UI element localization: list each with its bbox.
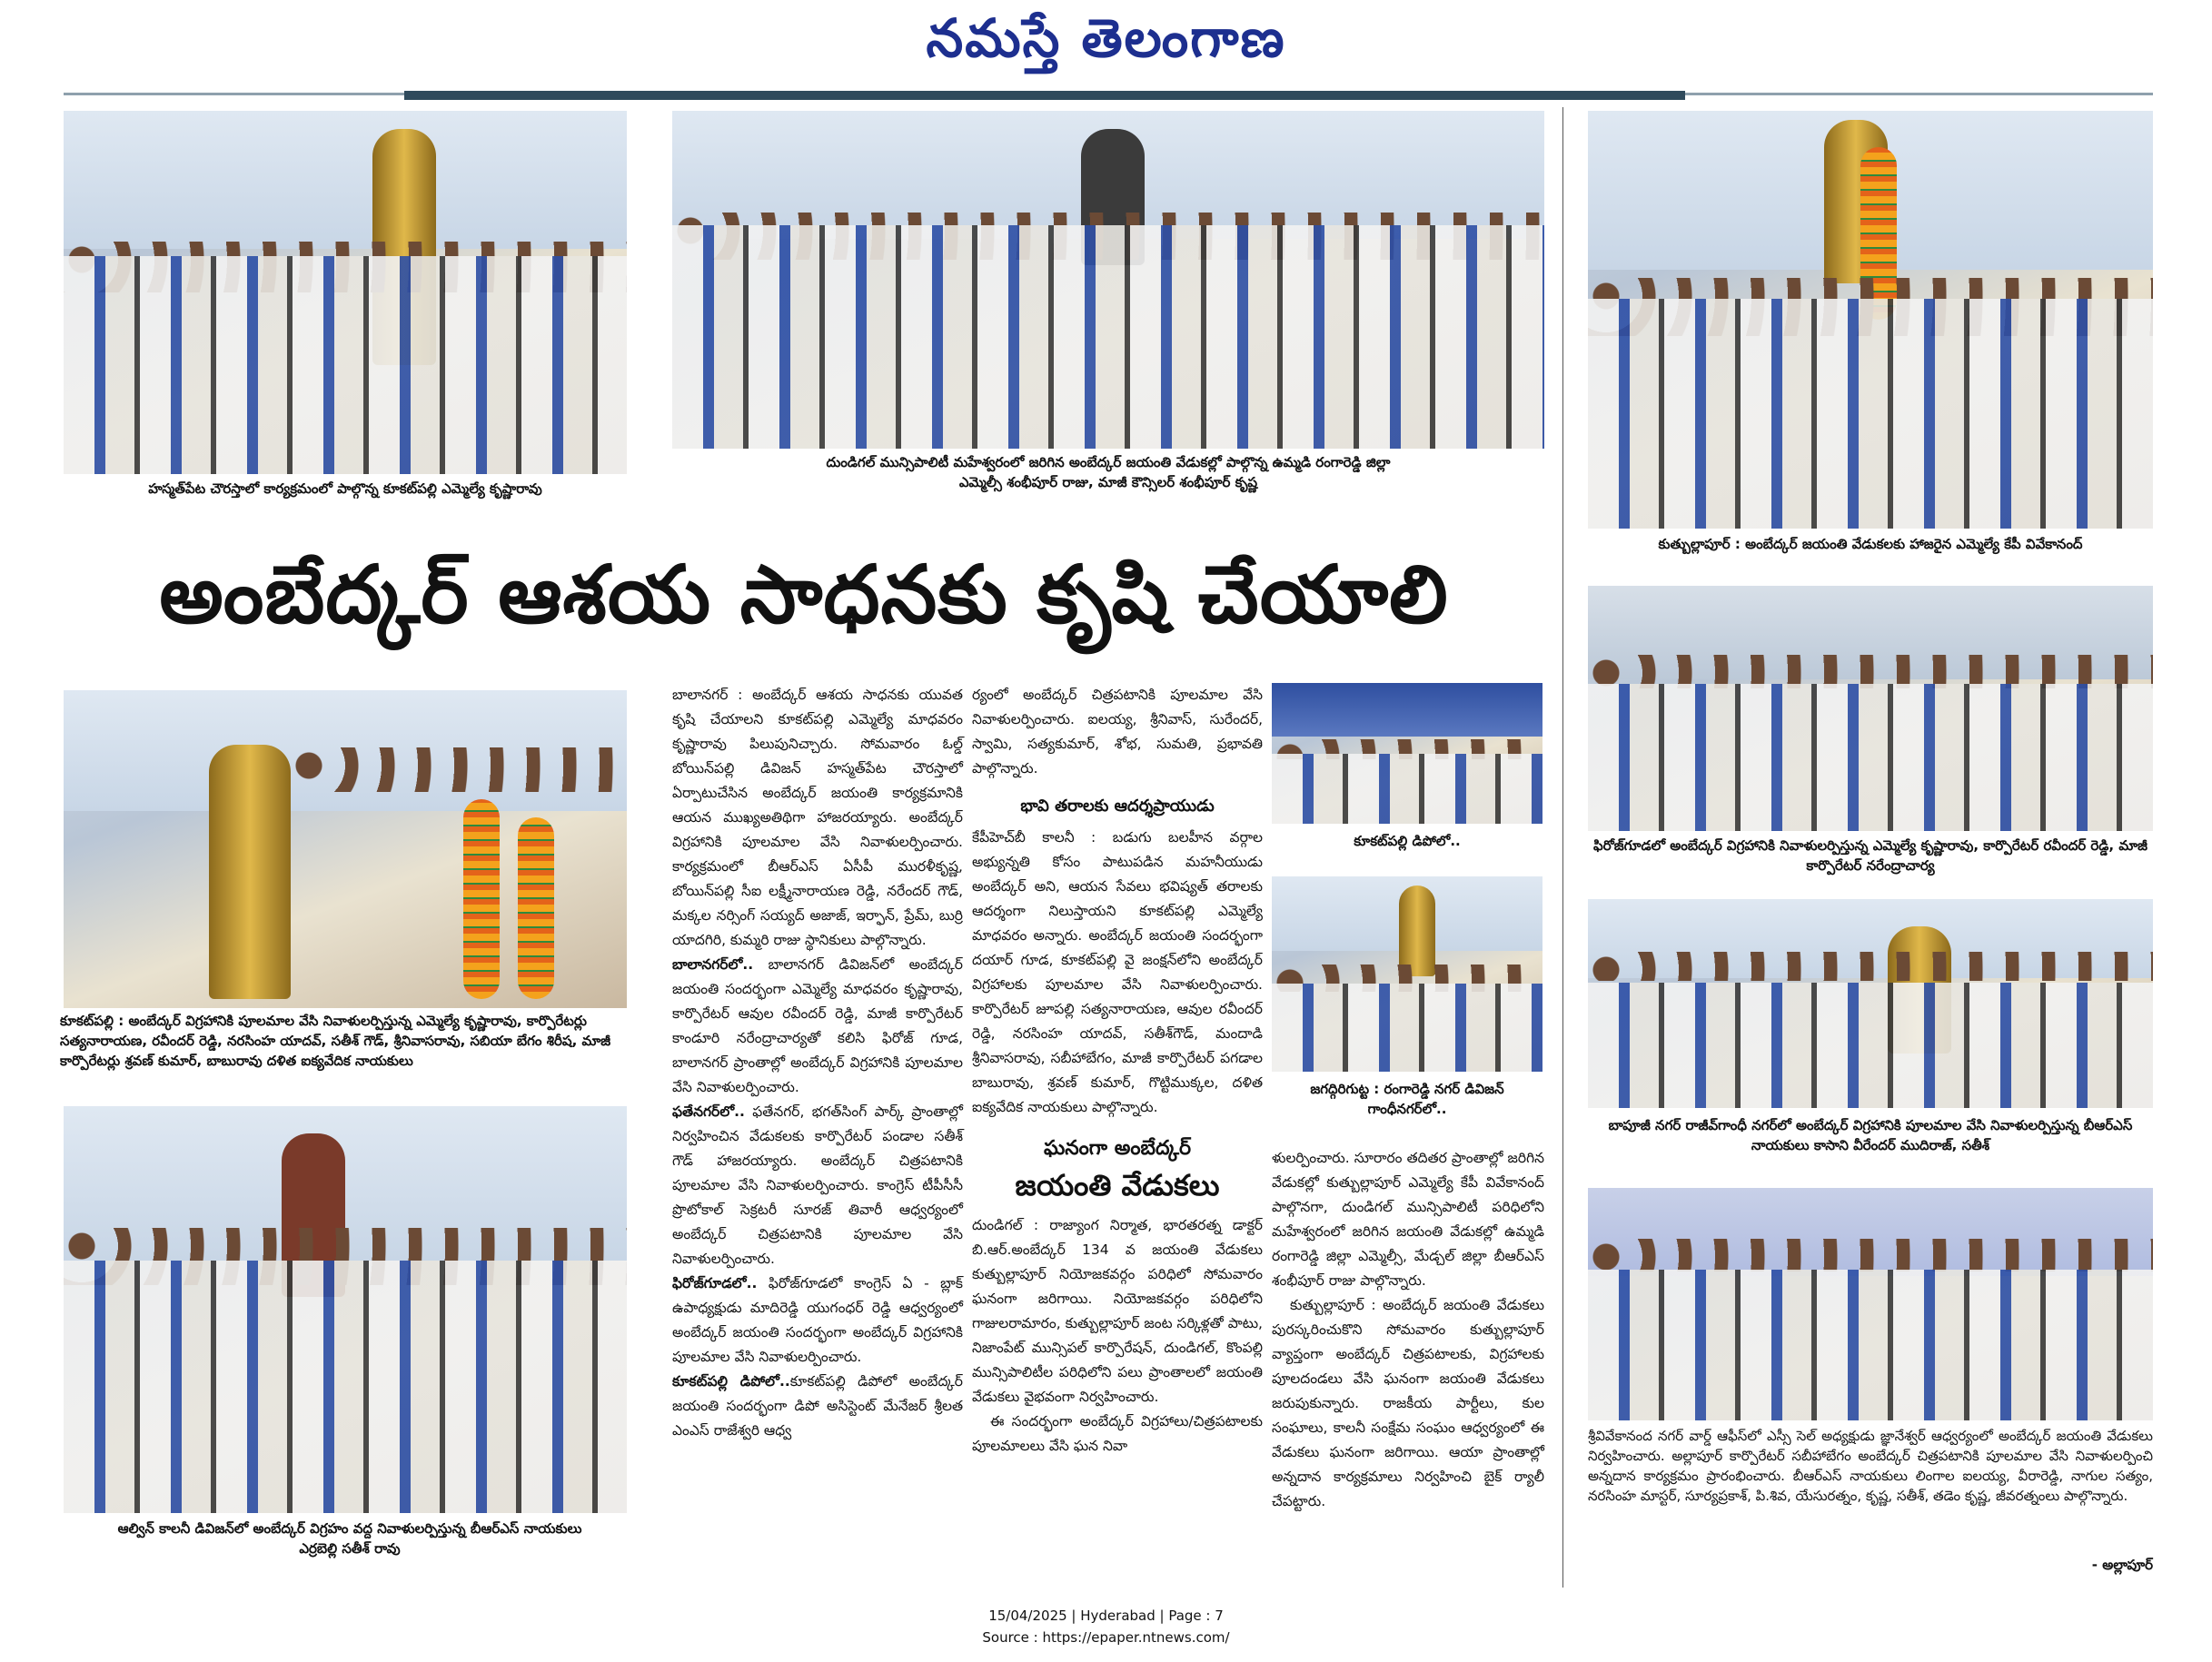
footer-edition: 15/04/2025 | Hyderabad | Page : 7 [988, 1608, 1224, 1624]
photo-firozguda [1588, 586, 2153, 831]
caption-photo-9: బాపూజీ నగర్ రాజీవ్‌గాంధీ నగర్‌లో అంబేద్కర్ విగ్రహానికి పూలమాల వేసి నివాళులర్పిస్తున్న బీఆర్‌ఎస్ నాయకులు కాసాని వీరేందర్ ముదిరాజ్, సతీశ్ [1608, 1117, 2133, 1153]
caption-photo-3: కుత్బుల్లాపూర్ : అంబేద్కర్ జయంతి వేడుకలకు హాజరైన ఎమ్మెల్యే కేపీ వివేకానంద్ [1658, 536, 2083, 552]
article-para-balanagar: బాలానగర్ : అంబేద్కర్ ఆశయ సాధనకు యువత కృషి చేయాలని కూకట్‌పల్లి ఎమ్మెల్యే మాధవరం కృష్ణారావు పిలుపునిచ్చారు. సోమవారం ఓల్డ్ బోయిన్‌పల్లి డివిజన్ హస్మత్‌పేట చౌరస్తాలో ఏర్పాటుచేసిన అంబేద్కర్ జయంతి కార్యక్రమానికి ఆయన ముఖ్యఅతిథిగా హాజరయ్యారు. అంబేద్కర్ విగ్రహానికి పూలమాల వేసి నివాళులర్పించారు. కార్యక్రమంలో బీఆర్‌ఎస్ ఏసీపీ మురళీకృష్ణ, బోయిన్‌పల్లి సీఐ లక్ష్మీనారాయణ రెడ్డి, నరేందర్ గౌడ్, మక్కల నర్సింగ్ సయ్యద్ అజాజ్, ఇర్ఫాన్, ప్రేమ్, బుర్రి యాదగిరి, కుమ్మరి రాజు స్థానికులు పాల్గొన్నారు. [672, 687, 963, 948]
photo-hasmathpet-statue [64, 111, 627, 474]
photo-maheshwaram-group [672, 111, 1544, 449]
subhead-fathenagar: ఫతేనగర్‌లో.. [672, 1103, 745, 1120]
article-text-fathenagar: ఫతేనగర్, భగత్‌సింగ్ పార్క్ ప్రాంతాల్లో నిర్వహించిన వేడుకలకు కార్పొరేటర్ పండాల సతీశ్ గౌడ్ హాజరయ్యారు. అంబేద్కర్ చిత్రపటానికి పూలమాల వేసి నివాళులర్పించారు. కాంగ్రెస్ టీపీసీసీ ప్రొటోకాల్ సెక్రటరీ సూరజ్ తివారీ ఆధ్వర్యంలో అంబేద్కర్ చిత్రపటానికి పూలమాల వేసి నివాళులర్పించారు. [672, 1103, 963, 1267]
article-para-fathenagar [672, 1100, 963, 1271]
article-para-col2-end: ఈ సందర్భంగా అంబేద్కర్ విగ్రహాలు/చిత్రపటాలకు పూలమాలలు వేసి ఘన నివా [972, 1413, 1263, 1454]
photo-quthbullapur-mla [1588, 111, 2153, 529]
caption-photo-8: ఆల్విన్ కాలనీ డివిజన్‌లో అంబేద్కర్ విగ్రహం వద్ద నివాళులర్పిస్తున్న బీఆర్‌ఎస్ నాయకులు ఎర్రబెల్లి సతీశ్ రావు [117, 1520, 582, 1557]
article-para-kphb: కేపీహెచ్‌బీ కాలనీ : బడుగు బలహీన వర్గాల అభ్యున్నతి కోసం పాటుపడిన మహనీయుడు అంబేద్కర్ అని, ఆయన సేవలు భవిష్యత్ తరాలకు ఆదర్శంగా నిలుస్తాయని కూకట్‌పల్లి ఎమ్మెల్యే మాధవరం అన్నారు. అంబేద్కర్ జయంతి సందర్భంగా దయార్ గూడ, కూకట్‌పల్లి వై జంక్షన్‌లోని అంబేద్కర్ విగ్రహాలకు పూలమాల వేసి నివాళులర్పించారు. కార్పొరేటర్ జూపల్లి సత్యనారాయణ, ఆవుల రవీందర్ రెడ్డి, నరసింహ యాదవ్, సతీశ్‌గౌడ్, మందాడి శ్రీనివాసరావు, సబీహాబేగం, మాజీ కార్పొరేటర్ పగడాల బాబురావు, శ్రవణ్ కుమార్, గొట్టిముక్కల, దళిత ఐక్యవేదిక నాయకులు పాల్గొన్నారు. [972, 829, 1263, 1115]
caption-photo-7: ఫిరోజ్‌గూడలో అంబేద్కర్ విగ్రహానికి నివాళులర్పిస్తున్న ఎమ్మెల్యే కృష్ణారావు, కార్పొరేటర్ రవీందర్ రెడ్డి, మాజీ కార్పొరేటర్ నరేంద్రాచార్య [1593, 837, 2148, 874]
caption-photo-6: జగద్గిరిగుట్ట : రంగారెడ్డి నగర్ డివిజన్ గాంధీనగర్‌లో.. [1310, 1081, 1504, 1117]
article-column-2 [972, 683, 1263, 1459]
photo-jagadgirigutta [1272, 876, 1542, 1072]
caption-photo-10: శ్రీవివేకానంద నగర్ వార్డ్ ఆఫీస్‌లో ఎస్సీ సెల్ అధ్యక్షుడు జ్ఞానేశ్వర్ ఆధ్వర్యంలో అంబేద్కర్ జయంతి వేడుకలు నిర్వహించారు. అల్లాపూర్ కార్పొరేటర్ సబీహాబేగం అంబేద్కర్ చిత్రపటానికి పూలమాల వేసి నివాళులర్పించి అన్నదాన కార్యక్రమం ప్రారంభించారు. బీఆర్‌ఎస్ నాయకులు లింగాల ఐలయ్య, వీరారెడ్డి, నాగుల సత్యం, నరసింహ మాస్టర్, సూర్యప్రకాశ్, పి.శివ, యేసురత్నం, కృష్ణ, సతీశ్, తడెం కృష్ణ, జీవరత్నంలు పాల్గొన్నారు. [1588, 1428, 2153, 1504]
masthead-logo: నమస్తే తెలంగాణ [926, 7, 1286, 69]
subhead-depot: కూకట్‌పల్లి డిపోలో.. [672, 1373, 790, 1390]
subhead-role-model: భావి తరాలకు ఆదర్శప్రాయుడు [1020, 796, 1215, 816]
caption-photo-1: హస్మత్‌పేట చౌరస్తాలో కార్యక్రమంలో పాల్గొన్న కూకట్‌పల్లి ఎమ్మెల్యే కృష్ణారావు [148, 480, 542, 497]
photo-kukatpally-garland [64, 690, 627, 1008]
article-column-3 [1272, 1146, 1544, 1514]
column-divider [1562, 107, 1563, 1588]
article-para-balanagar-2 [672, 953, 963, 1100]
headline: అంబేద్కర్ ఆశయ సాధనకు కృషి చేయాలి [159, 548, 1449, 641]
article-para-col2-start: ర్యంలో అంబేద్కర్ చిత్రపటానికి పూలమాల వేసి నివాళులర్పించారు. ఐలయ్య, శ్రీనివాస్, సురేందర్, స్వామి, సత్యకుమార్, శోభ, సుమతి, ప్రభావతి పాల్గొన్నారు. [972, 687, 1263, 777]
article-text-depot: కూకట్‌పల్లి డిపోలో అంబేద్కర్ జయంతి సందర్భంగా డిపో అసిస్టెంట్ మేనేజర్ శ్రీలత ఎంఎస్ రాజేశ్వరి ఆధ్వ [672, 1373, 963, 1439]
article-para-dundigal: దుండిగల్ : రాజ్యాంగ నిర్మాత, భారతరత్న డాక్టర్ బి.ఆర్.అంబేద్కర్ 134 వ జయంతి వేడుకలు కుత్బుల్లాపూర్ నియోజకవర్గం పరిధిలో సోమవారం ఘనంగా జరిగాయి. నియోజకవర్గం పరిధిలోని గాజులరామారం, కుత్బుల్లాపూర్ జంట సర్కిళ్లతో పాటు, నిజాంపేట్ మున్సిపల్ కార్పొరేషన్, దుండిగల్, కొంపల్లి మున్సిపాలిటీల పరిధిలోని పలు ప్రాంతాలలో జయంతి వేడుకలు వైభవంగా నిర్వహించారు. [972, 1217, 1263, 1405]
caption-photo-4: కూకట్‌పల్లి : అంబేద్కర్ విగ్రహానికి పూలమాల వేసి నివాళులర్పిస్తున్న ఎమ్మెల్యే కృష్ణారావు, కార్పొరేటర్లు సత్యనారాయణ, రవీందర్ రెడ్డి, నరసింహ యాదవ్, సతీశ్ గౌడ్, శ్రీనివాసరావు, సబియా బేగం శిరీష, మాజీ కార్పొరేటర్లు శ్రవణ్ కుమార్, బాబురావు దళిత ఐక్యవేదిక నాయకులు [60, 1013, 611, 1069]
article-text-balanagar: బాలానగర్ డివిజన్‌లో అంబేద్కర్ జయంతి సందర్భంగా ఎమ్మెల్యే మాధవరం కృష్ణారావు, కార్పొరేటర్ ఆవుల రవీందర్ రెడ్డి, మాజీ కార్పొరేటర్ కాండూరి నరేంద్రాచార్యతో కలిసి ఫిరోజ్ గూడ, బాలానగర్ ప్రాంతాల్లో అంబేద్కర్ విగ్రహానికి పూలమాల వేసి నివాళులర్పించారు. [672, 956, 963, 1095]
article-para-depot [672, 1370, 963, 1443]
caption-photo-5: కూకట్‌పల్లి డిపోలో.. [1354, 833, 1461, 849]
photo-kukatpally-depot [1272, 683, 1542, 824]
caption-photo-10-credit: - అల్లాపూర్ [2091, 1557, 2153, 1573]
subhead-celebrations-2: జయంతి వేడుకలు [1015, 1168, 1220, 1202]
article-text-firozguda: ఫిరోజ్‌గూడలో కాంగ్రెస్ ఏ - బ్లాక్ ఉపాధ్యక్షుడు మాదిరెడ్డి యుగంధర్ రెడ్డి ఆధ్వర్యంలో అంబేద్కర్ జయంతి సందర్భంగా అంబేద్కర్ విగ్రహానికి పూలమాల వేసి నివాళులర్పించారు. [672, 1275, 963, 1365]
article-column-1 [672, 683, 963, 1443]
article-para-quthbullapur: కుత్బుల్లాపూర్ : అంబేద్కర్ జయంతి వేడుకలు పురస్కరించుకొని సోమవారం కుత్బుల్లాపూర్ వ్యాప్తంగా అంబేద్కర్ చిత్రపటాలకు, విగ్రహాలకు పూలదండలు వేసి ఘనంగా జయంతి వేడుకలు జరుపుకున్నారు. రాజకీయ పార్టీలు, కుల సంఘాలు, కాలనీ సంక్షేమ సంఘం ఆధ్వర్యంలో ఈ వేడుకలు ఘనంగా జరిగాయి. ఆయా ప్రాంతాల్లో అన్నదాన కార్యక్రమాలు నిర్వహించి బైక్ ర్యాలీ చేపట్టారు. [1272, 1297, 1544, 1509]
subhead-balanagar: బాలానగర్‌లో.. [672, 956, 754, 973]
photo-vivekananda-nagar [1588, 1188, 2153, 1420]
footer-source[interactable]: Source : https://epaper.ntnews.com/ [982, 1629, 1230, 1646]
subhead-firozguda: ఫిరోజ్‌గూడలో.. [672, 1275, 758, 1291]
caption-photo-2: దుండిగల్ మున్సిపాలిటీ మహేశ్వరంలో జరిగిన అంబేద్కర్ జయంతి వేడుకల్లో పాల్గొన్న ఉమ్మడి రంగారెడ్డి జిల్లా ఎమ్మెల్సీ శంభీపూర్ రాజు, మాజీ కౌన్సిలర్ శంభీపూర్ కృష్ణ [826, 454, 1391, 490]
photo-rajiv-gandhi-nagar [1588, 899, 2153, 1108]
subhead-celebrations-1: ఘనంగా అంబేద్కర్ [1043, 1137, 1192, 1160]
photo-alwin-colony [64, 1106, 627, 1513]
masthead-bar [404, 91, 1685, 100]
article-para-firozguda [672, 1271, 963, 1370]
article-para-col3: ళులర్పించారు. సూరారం తదితర ప్రాంతాల్లో జరిగిన వేడుకల్లో కుత్బుల్లాపూర్ ఎమ్మెల్యే కేపీ వివేకానంద్ పాల్గొనగా, దుండిగల్ మున్సిపాలిటీ పరిధిలోని మహేశ్వరంలో జరిగిన జయంతి వేడుకల్లో ఉమ్మడి రంగారెడ్డి జిల్లా ఎమ్మెల్సీ, మేడ్చల్ జిల్లా బీఆర్‌ఎస్ శంభీపూర్ రాజు పాల్గొన్నారు. [1272, 1150, 1544, 1289]
